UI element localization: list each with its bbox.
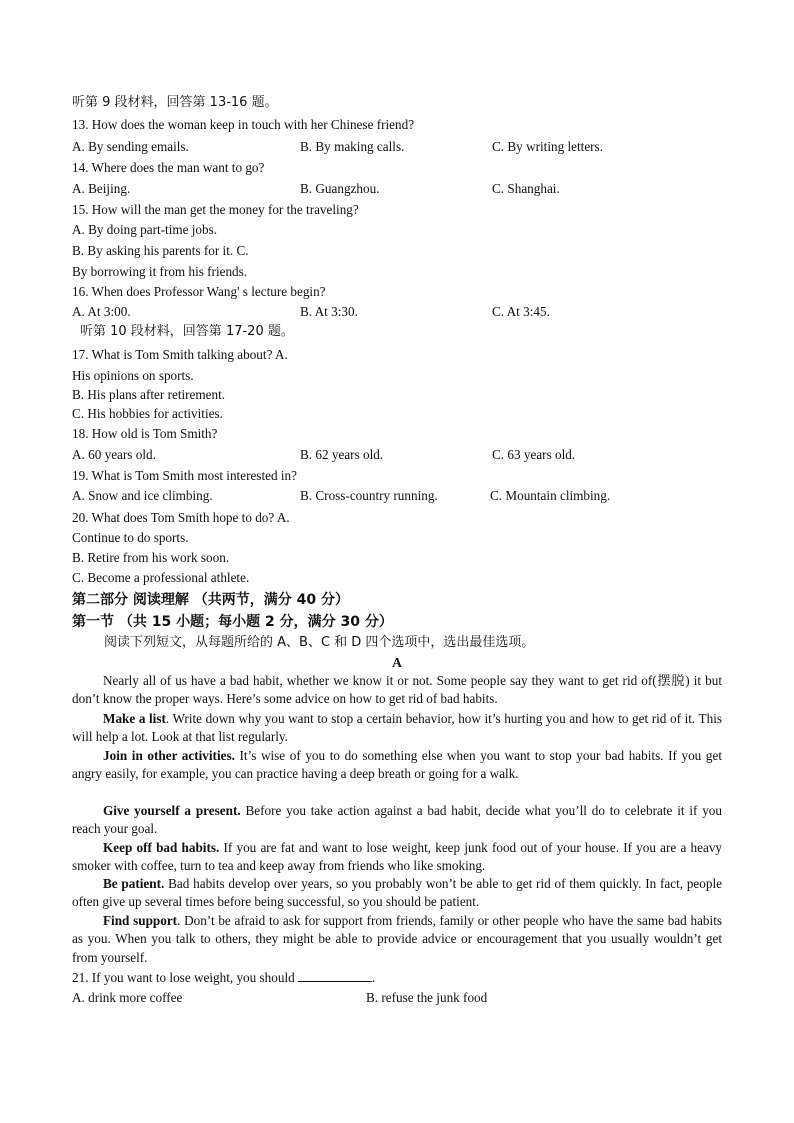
question-18-stem: 18. How old is Tom Smith?	[72, 426, 218, 441]
paragraph-7-heading: Find support	[103, 913, 178, 928]
passage-paragraph-5	[72, 839, 722, 876]
paragraph-5-heading: Keep off bad habits.	[103, 840, 220, 855]
paragraph-6-text: Bad habits develop over years, so you probably won’t be able to get rid of them quickly. In fact, people often give up several times before being successful, so you should be patient.	[72, 876, 722, 910]
question-19-option-c: C. Mountain climbing.	[490, 488, 611, 503]
passage-label: A	[392, 655, 402, 670]
question-14-option-c: C. Shanghai.	[492, 181, 560, 196]
question-13-option-b: B. By making calls.	[300, 139, 405, 154]
question-15-option-c: By borrowing it from his friends.	[72, 264, 248, 279]
question-20-option-a: Continue to do sports.	[72, 530, 189, 545]
passage-paragraph-6	[72, 875, 722, 912]
question-19-option-b: B. Cross-country running.	[300, 488, 438, 503]
question-14-stem: 14. Where does the man want to go?	[72, 160, 265, 175]
paragraph-6-heading: Be patient.	[103, 876, 165, 891]
question-15-option-b: B. By asking his parents for it. C.	[72, 243, 249, 258]
section-9-header: 听第 9 段材料，回答第 13-16 题。	[72, 95, 278, 110]
question-21-option-a: A. drink more coffee	[72, 990, 183, 1005]
question-17-option-a: His opinions on sports.	[72, 368, 194, 383]
question-20-stem: 20. What does Tom Smith hope to do? A.	[72, 510, 290, 525]
question-20-option-c: C. Become a professional athlete.	[72, 570, 250, 585]
section-one-title: 第一节 （共 15 小题；每小题 2 分，满分 30 分）	[72, 614, 393, 630]
question-13-option-a: A. By sending emails.	[72, 139, 189, 154]
passage-paragraph-4	[72, 802, 722, 839]
question-16-option-c: C. At 3:45.	[492, 304, 550, 319]
paragraph-3-heading: Join in other activities.	[103, 748, 235, 763]
passage-paragraph-1: Nearly all of us have a bad habit, whether we know it or not. Some people say they want to get rid of(摆脱) it but don’t know the proper ways. Here’s some advice on how to get rid of bad habits.	[72, 673, 722, 707]
question-17-stem: 17. What is Tom Smith talking about? A.	[72, 347, 288, 362]
question-15-option-a: A. By doing part-time jobs.	[72, 222, 218, 237]
question-16-option-b: B. At 3:30.	[300, 304, 358, 319]
question-13-option-c: C. By writing letters.	[492, 139, 603, 154]
question-21-stem-line	[72, 969, 375, 986]
passage-paragraph-7	[72, 912, 722, 967]
question-16-option-a: A. At 3:00.	[72, 304, 131, 319]
question-18-option-c: C. 63 years old.	[492, 447, 576, 462]
question-14-option-a: A. Beijing.	[72, 181, 131, 196]
paragraph-3-text: It’s wise of you to do something else when you want to stop your bad habits. If you get angry easily, for example, you can practice having a deep breath or going for a walk.	[72, 748, 722, 782]
question-21-stem: 21. If you want to lose weight, you should	[72, 970, 295, 985]
passage-paragraph-2	[72, 710, 722, 747]
paragraph-4-text: Before you take action against a bad habit, decide what you’ll do to celebrate it if you reach your goal.	[72, 803, 722, 837]
question-18-option-b: B. 62 years old.	[300, 447, 384, 462]
question-16-stem: 16. When does Professor Wang' s lecture begin?	[72, 284, 326, 299]
question-19-stem: 19. What is Tom Smith most interested in?	[72, 468, 297, 483]
question-18-option-a: A. 60 years old.	[72, 447, 156, 462]
question-17-option-c: C. His hobbies for activities.	[72, 406, 223, 421]
answer-blank	[298, 969, 372, 982]
question-13-stem: 13. How does the woman keep in touch with her Chinese friend?	[72, 117, 415, 132]
question-20-option-b: B. Retire from his work soon.	[72, 550, 230, 565]
question-19-option-a: A. Snow and ice climbing.	[72, 488, 213, 503]
question-21-option-b: B. refuse the junk food	[366, 990, 488, 1005]
paragraph-7-text: . Don’t be afraid to ask for support from friends, family or other people who have the same bad habits as you. When you talk to others, they might be able to provide advice or encouragement that you usually wouldn’t get from yourself.	[72, 913, 722, 965]
question-17-option-b: B. His plans after retirement.	[72, 387, 226, 402]
passage-paragraph-3	[72, 747, 722, 784]
question-14-option-b: B. Guangzhou.	[300, 181, 380, 196]
question-21-stem-end: .	[372, 970, 376, 985]
paragraph-2-text: . Write down why you want to stop a certain behavior, how it’s hurting you and how to get rid of it. This will help a lot. Look at that list regularly.	[72, 711, 722, 745]
section-10-header: 听第 10 段材料，回答第 17-20 题。	[80, 324, 294, 339]
part-two-title: 第二部分 阅读理解 （共两节，满分 40 分）	[72, 592, 349, 608]
paragraph-5-text: If you are fat and want to lose weight, keep junk food out of your house. If you are a heavy smoker with coffee, turn to tea and keep away from friends who like smoking.	[72, 840, 723, 874]
reading-instruction: 阅读下列短文，从每题所给的 A、B、C 和 D 四个选项中，选出最佳选项。	[104, 635, 535, 650]
paragraph-4-heading: Give yourself a present.	[103, 803, 241, 818]
question-15-stem: 15. How will the man get the money for the traveling?	[72, 202, 359, 217]
paragraph-2-heading: Make a list	[103, 711, 166, 726]
